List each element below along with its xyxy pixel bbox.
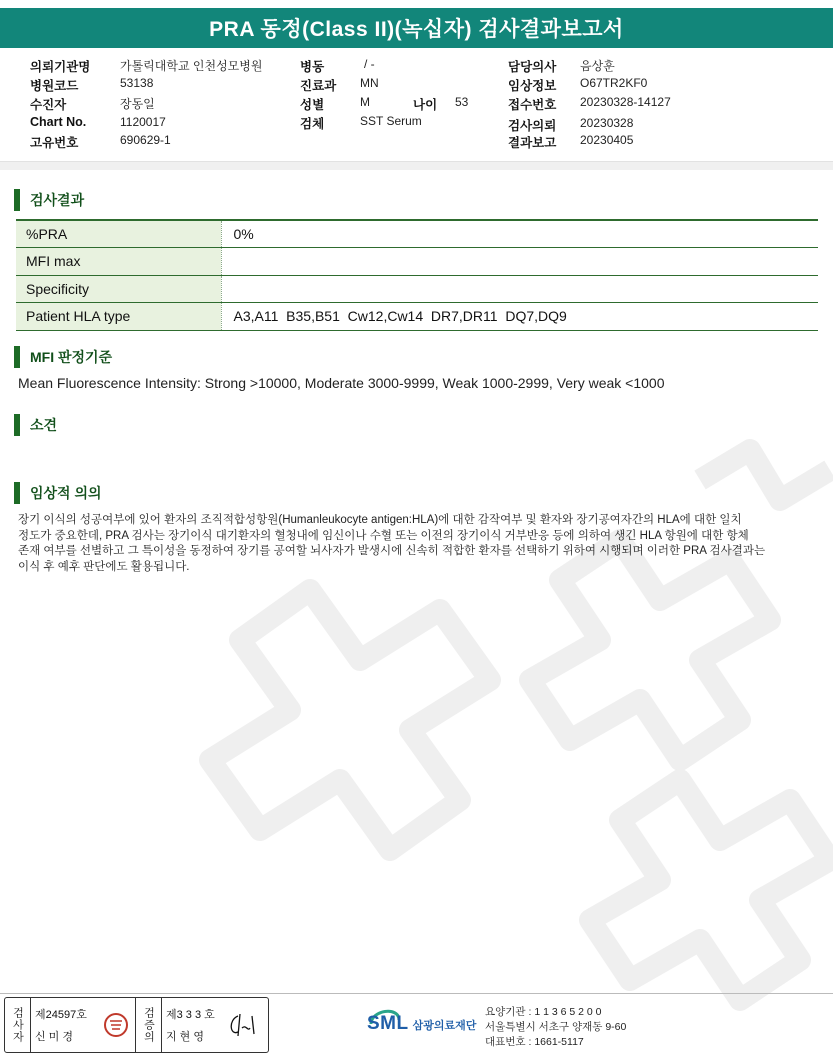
separator-band: [0, 162, 833, 170]
inspector-label-text: 검사자: [11, 1007, 24, 1043]
confirmer-license: 제3 3 3 호: [166, 1009, 215, 1021]
hospital-code-label: 병원코드: [30, 79, 79, 93]
inspector-column: [31, 998, 136, 1052]
doctor-label: 담당의사: [508, 60, 557, 74]
results-section-title: 검사결과: [14, 189, 84, 211]
ward-value: / -: [364, 57, 375, 71]
report-date-value: 20230405: [580, 133, 634, 147]
result-value: [221, 248, 818, 276]
clinical-line: 장기 이식의 성공여부에 있어 환자의 조직적합성항원(Humanleukocyte antigen:HLA)에 대한 감작여부 및 환자와 장기공여자간의 HLA에 대한 일치: [18, 514, 742, 526]
clinical-significance-text: [18, 513, 818, 575]
clinical-line: 존재 여부를 선별하고 그 특이성을 동정하여 장기를 공여할 뇌사자가 발생시에 신속히 적합한 환자를 선택하기 위하여 시행되며 이러한 PRA 검사결과는: [18, 545, 766, 557]
report-title: PRA 동정(Class II)(녹십자) 검사결과보고서: [0, 8, 833, 48]
request-date-label: 검사의뢰: [508, 119, 557, 133]
table-row: [16, 303, 818, 331]
address-line: 요양기관 : 1 1 3 6 5 2 0 0: [485, 1006, 602, 1018]
department-label: 진료과: [300, 79, 337, 93]
confirmer-label-text: 검증의: [142, 1007, 155, 1043]
mfi-criteria-text: Mean Fluorescence Intensity: Strong >10000, Moderate 3000-9999, Weak 1000-2999, Very weak <1000: [18, 375, 665, 391]
unique-id-label: 고유번호: [30, 136, 79, 150]
chart-no-value: 1120017: [120, 115, 166, 129]
inspector-license: 제24597호: [35, 1009, 87, 1021]
patient-info-block: [0, 50, 833, 162]
confirmer-label: [136, 998, 162, 1052]
result-key: Patient HLA type: [16, 303, 221, 331]
footer-divider: [0, 993, 833, 994]
address-line: 대표번호 : 1661-5117: [485, 1036, 584, 1048]
patient-value: 장동일: [120, 97, 155, 111]
mfi-section-title: MFI 판정기준: [14, 346, 112, 368]
result-key: MFI max: [16, 248, 221, 276]
hospital-code-value: 53138: [120, 76, 154, 90]
result-value: A3,A11 B35,B51 Cw12,Cw14 DR7,DR11 DQ7,DQ9: [221, 303, 818, 331]
table-row: [16, 248, 818, 276]
specimen-value: SST Serum: [360, 114, 422, 128]
inspector-label: [5, 998, 31, 1052]
clinical-info-label: 임상정보: [508, 79, 557, 93]
sex-label: 성별: [300, 98, 325, 112]
confirmer-column: [162, 998, 268, 1052]
chart-no-label: Chart No.: [30, 115, 87, 129]
table-row: [16, 275, 818, 303]
clinical-line: 이식 후 예후 판단에도 활용됩니다.: [18, 560, 190, 573]
inspector-name: 신 미 경: [35, 1031, 73, 1043]
result-value: [221, 275, 818, 303]
signature-box: [4, 997, 269, 1053]
receipt-no-value: 20230328-14127: [580, 95, 671, 109]
patient-label: 수진자: [30, 98, 67, 112]
unique-id-value: 690629-1: [120, 133, 171, 147]
sex-value: M: [360, 95, 370, 109]
department-value: MN: [360, 76, 379, 90]
signature-icon: [226, 1010, 262, 1040]
org-address-block: [485, 1005, 626, 1050]
clinical-section-title: 임상적 의의: [14, 482, 102, 504]
result-key: Specificity: [16, 275, 221, 303]
clinical-info-value: O67TR2KF0: [580, 76, 648, 90]
age-label: 나이: [413, 98, 438, 112]
institution-label: 의뢰기관명: [30, 60, 91, 74]
result-key: %PRA: [16, 220, 221, 248]
result-value: 0%: [221, 220, 818, 248]
doctor-value: 음상훈: [580, 59, 615, 73]
age-value: 53: [455, 95, 469, 109]
sml-logo: [365, 1002, 476, 1038]
request-date-value: 20230328: [580, 116, 634, 130]
clinical-line: 정도가 중요한데, PRA 검사는 장기이식 대기환자의 혈청내에 임신이나 수혈 또는 이전의 장기이식 거부반응 등에 의하여 생긴 HLA 항원에 대한 항체: [18, 529, 749, 542]
ward-label: 병동: [300, 60, 325, 74]
specimen-label: 검체: [300, 117, 325, 131]
confirmer-name: 지 현 영: [166, 1031, 204, 1043]
results-table: [16, 219, 818, 331]
table-row: [16, 220, 818, 248]
organization-name: 삼광의료재단: [412, 1020, 477, 1032]
receipt-no-label: 접수번호: [508, 98, 557, 112]
institution-value: 가톨릭대학교 인천성모병원: [120, 59, 263, 73]
seal-stamp-icon: [103, 1012, 129, 1038]
address-line: 서울특별시 서초구 양재동 9-60: [485, 1021, 627, 1033]
logo-text: SML: [367, 1013, 409, 1034]
report-date-label: 결과보고: [508, 136, 557, 150]
opinion-section-title: 소견: [14, 414, 57, 436]
